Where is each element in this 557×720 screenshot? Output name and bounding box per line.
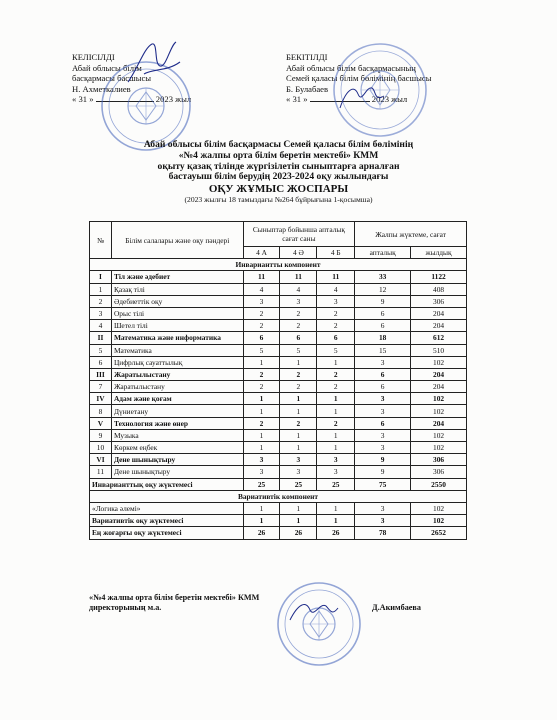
row-subject: Орыс тілі bbox=[111, 307, 243, 319]
approval-left-date-year: 2023 жыл bbox=[155, 94, 192, 105]
row-subject: Дүниетану bbox=[111, 405, 243, 417]
row-number: IV bbox=[90, 393, 112, 405]
row-hours-4b: 2 bbox=[317, 381, 355, 393]
row-hours-4ae: 11 bbox=[280, 271, 317, 283]
row-yearly-total: 306 bbox=[411, 454, 467, 466]
invariant-total-row bbox=[90, 478, 467, 490]
row-weekly-total: 6 bbox=[355, 417, 411, 429]
table-row bbox=[90, 442, 467, 454]
row-hours-4a: 2 bbox=[243, 368, 280, 380]
row-yearly-total: 102 bbox=[411, 429, 467, 441]
row-hours-4b: 4 bbox=[317, 283, 355, 295]
row-weekly-total: 3 bbox=[355, 356, 411, 368]
row-yearly-total: 510 bbox=[411, 344, 467, 356]
approval-right-line-3: Семей қаласы білім бөлімінің басшысы bbox=[286, 73, 432, 84]
approval-left-line-4: Н. Ахметкалиев bbox=[72, 83, 131, 94]
row-hours-4b: 6 bbox=[317, 332, 355, 344]
approval-left-line-1: КЕЛІСІЛДІ bbox=[72, 52, 115, 62]
row-number: 5 bbox=[90, 344, 112, 356]
row-subject: Жаратылыстану bbox=[111, 368, 243, 380]
row-hours-4b: 11 bbox=[317, 271, 355, 283]
row-number: 4 bbox=[90, 320, 112, 332]
row-yearly-total: 204 bbox=[411, 417, 467, 429]
approval-right-date-year: 2023 жыл bbox=[371, 94, 408, 105]
curriculum-table bbox=[89, 221, 467, 540]
row-number: 1 bbox=[90, 283, 112, 295]
variative-subject-row bbox=[90, 502, 467, 514]
signature-bottom bbox=[286, 596, 342, 626]
row-hours-4a: 3 bbox=[243, 466, 280, 478]
row-weekly-total: 6 bbox=[355, 368, 411, 380]
approval-right-date-day: « 31 » bbox=[286, 94, 308, 105]
order-note: (2023 жылғы 18 тамыздағы №264 бұйрығына 1-қосымша) bbox=[184, 195, 373, 205]
row-weekly-total: 9 bbox=[355, 454, 411, 466]
invariant-total-row-yearly: 2550 bbox=[411, 478, 467, 490]
row-subject: Технология және өнер bbox=[111, 417, 243, 429]
director-line-2: директорының м.а. bbox=[89, 603, 162, 613]
row-hours-4b: 1 bbox=[317, 393, 355, 405]
row-subject: Қазақ тілі bbox=[111, 283, 243, 295]
header-weekly-hours: апталық bbox=[355, 247, 411, 259]
row-hours-4b: 1 bbox=[317, 429, 355, 441]
max-load-row-weekly: 78 bbox=[355, 527, 411, 539]
row-hours-4a: 3 bbox=[243, 454, 280, 466]
row-hours-4b: 3 bbox=[317, 454, 355, 466]
approval-left-line-2: Абай облысы білім bbox=[72, 62, 142, 73]
variative-total-row bbox=[90, 515, 467, 527]
variative-subject-row-4a: 1 bbox=[243, 502, 280, 514]
row-yearly-total: 612 bbox=[411, 332, 467, 344]
approval-right-line-2: Абай облысы білім басқармасының bbox=[286, 62, 416, 73]
row-weekly-total: 15 bbox=[355, 344, 411, 356]
row-hours-4a: 1 bbox=[243, 393, 280, 405]
row-hours-4ae: 1 bbox=[280, 393, 317, 405]
row-weekly-total: 9 bbox=[355, 295, 411, 307]
invariant-total-row-4a: 25 bbox=[243, 478, 280, 490]
row-number: 2 bbox=[90, 295, 112, 307]
table-row bbox=[90, 271, 467, 283]
row-weekly-total: 3 bbox=[355, 393, 411, 405]
row-yearly-total: 102 bbox=[411, 393, 467, 405]
row-hours-4b: 1 bbox=[317, 442, 355, 454]
row-hours-4ae: 2 bbox=[280, 381, 317, 393]
row-hours-4a: 3 bbox=[243, 295, 280, 307]
variative-total-row-weekly: 3 bbox=[355, 515, 411, 527]
row-subject: Әдебиеттік оқу bbox=[111, 295, 243, 307]
row-weekly-total: 6 bbox=[355, 307, 411, 319]
row-hours-4b: 1 bbox=[317, 405, 355, 417]
row-subject: Көркем еңбек bbox=[111, 442, 243, 454]
table-row bbox=[90, 368, 467, 380]
row-number: VI bbox=[90, 454, 112, 466]
row-number: II bbox=[90, 332, 112, 344]
variative-subject-row-4b: 1 bbox=[317, 502, 355, 514]
row-yearly-total: 102 bbox=[411, 356, 467, 368]
row-weekly-total: 6 bbox=[355, 320, 411, 332]
header-number: № bbox=[90, 222, 112, 259]
row-yearly-total: 102 bbox=[411, 405, 467, 417]
max-load-row-4a: 26 bbox=[243, 527, 280, 539]
approval-right-line-1: БЕКІТІЛДІ bbox=[286, 52, 328, 62]
row-subject: Математика bbox=[111, 344, 243, 356]
row-hours-4ae: 2 bbox=[280, 320, 317, 332]
max-load-row-4b: 26 bbox=[317, 527, 355, 539]
title-line-4: бастауыш білім берудің 2023-2024 оқу жылындағы bbox=[168, 171, 389, 183]
table-row bbox=[90, 393, 467, 405]
variative-section-row bbox=[90, 490, 467, 502]
row-number: 10 bbox=[90, 442, 112, 454]
table-row bbox=[90, 295, 467, 307]
row-subject: Адам және қоғам bbox=[111, 393, 243, 405]
row-hours-4b: 3 bbox=[317, 295, 355, 307]
row-subject: Музыка bbox=[111, 429, 243, 441]
title-line-3: оқыту қазақ тілінде жүргізілетін сыныптарға арналған bbox=[157, 160, 400, 172]
row-hours-4b: 1 bbox=[317, 356, 355, 368]
director-block bbox=[89, 593, 259, 614]
row-hours-4b: 3 bbox=[317, 466, 355, 478]
row-hours-4ae: 2 bbox=[280, 368, 317, 380]
row-number: 9 bbox=[90, 429, 112, 441]
table-row bbox=[90, 429, 467, 441]
row-hours-4ae: 3 bbox=[280, 454, 317, 466]
row-hours-4ae: 1 bbox=[280, 405, 317, 417]
table-row bbox=[90, 283, 467, 295]
table-row bbox=[90, 307, 467, 319]
variative-total-row-4b: 1 bbox=[317, 515, 355, 527]
table-row bbox=[90, 405, 467, 417]
director-line-1: «№4 жалпы орта білім беретін мектебі» КММ bbox=[89, 593, 260, 602]
row-hours-4ae: 5 bbox=[280, 344, 317, 356]
signature-left bbox=[124, 38, 184, 88]
variative-section-title: Вариативтік компонент bbox=[90, 490, 467, 502]
invariant-total-row-label: Инварианттық оқу жүктемесі bbox=[90, 478, 244, 490]
row-hours-4ae: 2 bbox=[280, 417, 317, 429]
row-hours-4ae: 4 bbox=[280, 283, 317, 295]
row-weekly-total: 12 bbox=[355, 283, 411, 295]
header-class-4b: 4 Б bbox=[317, 247, 355, 259]
header-subject: Білім салалары және оқу пәндері bbox=[111, 222, 243, 259]
row-yearly-total: 204 bbox=[411, 307, 467, 319]
signer-name: Д.Акимбаева bbox=[372, 603, 421, 612]
document-title bbox=[60, 140, 497, 204]
row-hours-4a: 6 bbox=[243, 332, 280, 344]
approval-left-date-day: « 31 » bbox=[72, 94, 94, 105]
row-weekly-total: 9 bbox=[355, 466, 411, 478]
invariant-total-row-4b: 25 bbox=[317, 478, 355, 490]
row-subject: Тіл және әдебиет bbox=[111, 271, 243, 283]
row-hours-4b: 5 bbox=[317, 344, 355, 356]
table-row bbox=[90, 381, 467, 393]
table-row bbox=[90, 417, 467, 429]
row-hours-4a: 1 bbox=[243, 405, 280, 417]
row-subject: Шетел тілі bbox=[111, 320, 243, 332]
table-row bbox=[90, 466, 467, 478]
row-hours-4a: 11 bbox=[243, 271, 280, 283]
row-hours-4b: 2 bbox=[317, 307, 355, 319]
table-row bbox=[90, 356, 467, 368]
row-yearly-total: 306 bbox=[411, 466, 467, 478]
row-number: 11 bbox=[90, 466, 112, 478]
row-hours-4a: 2 bbox=[243, 307, 280, 319]
row-hours-4ae: 2 bbox=[280, 307, 317, 319]
variative-subject-row-label: «Логика әлемі» bbox=[90, 502, 244, 514]
max-load-row-4ae: 26 bbox=[280, 527, 317, 539]
invariant-section-title: Инвариантты компонент bbox=[90, 259, 467, 271]
row-number: 8 bbox=[90, 405, 112, 417]
row-subject: Дене шынықтыру bbox=[111, 454, 243, 466]
variative-total-row-4a: 1 bbox=[243, 515, 280, 527]
row-hours-4b: 2 bbox=[317, 417, 355, 429]
row-yearly-total: 1122 bbox=[411, 271, 467, 283]
row-weekly-total: 33 bbox=[355, 271, 411, 283]
header-total: Жалпы жүктеме, сағат bbox=[355, 222, 467, 247]
row-hours-4ae: 1 bbox=[280, 356, 317, 368]
row-yearly-total: 204 bbox=[411, 320, 467, 332]
row-hours-4ae: 6 bbox=[280, 332, 317, 344]
table-row bbox=[90, 320, 467, 332]
plan-heading: ОҚУ ЖҰМЫС ЖОСПАРЫ bbox=[208, 183, 349, 196]
row-yearly-total: 204 bbox=[411, 381, 467, 393]
table-row bbox=[90, 454, 467, 466]
row-hours-4a: 5 bbox=[243, 344, 280, 356]
header-class-4ae: 4 Ә bbox=[280, 247, 317, 259]
variative-total-row-label: Вариативтік оқу жүктемесі bbox=[90, 515, 244, 527]
row-number: III bbox=[90, 368, 112, 380]
row-weekly-total: 6 bbox=[355, 381, 411, 393]
row-hours-4a: 2 bbox=[243, 320, 280, 332]
row-weekly-total: 3 bbox=[355, 405, 411, 417]
row-hours-4a: 1 bbox=[243, 442, 280, 454]
variative-total-row-yearly: 102 bbox=[411, 515, 467, 527]
approval-left-line-3: басқармасы басшысы bbox=[72, 73, 152, 84]
row-hours-4a: 1 bbox=[243, 429, 280, 441]
row-hours-4a: 1 bbox=[243, 356, 280, 368]
row-weekly-total: 3 bbox=[355, 442, 411, 454]
row-hours-4a: 2 bbox=[243, 417, 280, 429]
row-number: I bbox=[90, 271, 112, 283]
row-hours-4ae: 1 bbox=[280, 442, 317, 454]
max-load-row bbox=[90, 527, 467, 539]
row-hours-4ae: 1 bbox=[280, 429, 317, 441]
row-yearly-total: 102 bbox=[411, 442, 467, 454]
variative-subject-row-yearly: 102 bbox=[411, 502, 467, 514]
table-row bbox=[90, 332, 467, 344]
variative-total-row-4ae: 1 bbox=[280, 515, 317, 527]
row-hours-4a: 2 bbox=[243, 381, 280, 393]
row-yearly-total: 408 bbox=[411, 283, 467, 295]
row-hours-4ae: 3 bbox=[280, 295, 317, 307]
row-number: 3 bbox=[90, 307, 112, 319]
row-yearly-total: 306 bbox=[411, 295, 467, 307]
row-hours-4ae: 3 bbox=[280, 466, 317, 478]
header-yearly-hours: жылдық bbox=[411, 247, 467, 259]
row-weekly-total: 3 bbox=[355, 429, 411, 441]
max-load-row-yearly: 2652 bbox=[411, 527, 467, 539]
header-class-4a: 4 А bbox=[243, 247, 280, 259]
row-hours-4b: 2 bbox=[317, 320, 355, 332]
row-subject: Жаратылыстану bbox=[111, 381, 243, 393]
row-number: V bbox=[90, 417, 112, 429]
row-subject: Цифрлық сауаттылық bbox=[111, 356, 243, 368]
row-weekly-total: 18 bbox=[355, 332, 411, 344]
row-hours-4b: 2 bbox=[317, 368, 355, 380]
invariant-total-row-weekly: 75 bbox=[355, 478, 411, 490]
header-weekly: Сыныптар бойынша апталық сағат саны bbox=[243, 222, 355, 247]
approval-right-line-4: Б. Булабаев bbox=[286, 83, 329, 94]
title-line-1: Абай облысы білім басқармасы Семей қаласы білім бөлімінің bbox=[143, 139, 414, 150]
row-number: 6 bbox=[90, 356, 112, 368]
signature-right bbox=[336, 80, 388, 114]
variative-subject-row-4ae: 1 bbox=[280, 502, 317, 514]
row-yearly-total: 204 bbox=[411, 368, 467, 380]
variative-subject-row-weekly: 3 bbox=[355, 502, 411, 514]
title-line-2: «№4 жалпы орта білім беретін мектебі» КММ bbox=[178, 149, 379, 161]
row-subject: Математика және информатика bbox=[111, 332, 243, 344]
row-number: 7 bbox=[90, 381, 112, 393]
row-hours-4a: 4 bbox=[243, 283, 280, 295]
table-row bbox=[90, 344, 467, 356]
max-load-row-label: Ең жоғарғы оқу жүктемесі bbox=[90, 527, 244, 539]
invariant-total-row-4ae: 25 bbox=[280, 478, 317, 490]
row-subject: Дене шынықтыру bbox=[111, 466, 243, 478]
